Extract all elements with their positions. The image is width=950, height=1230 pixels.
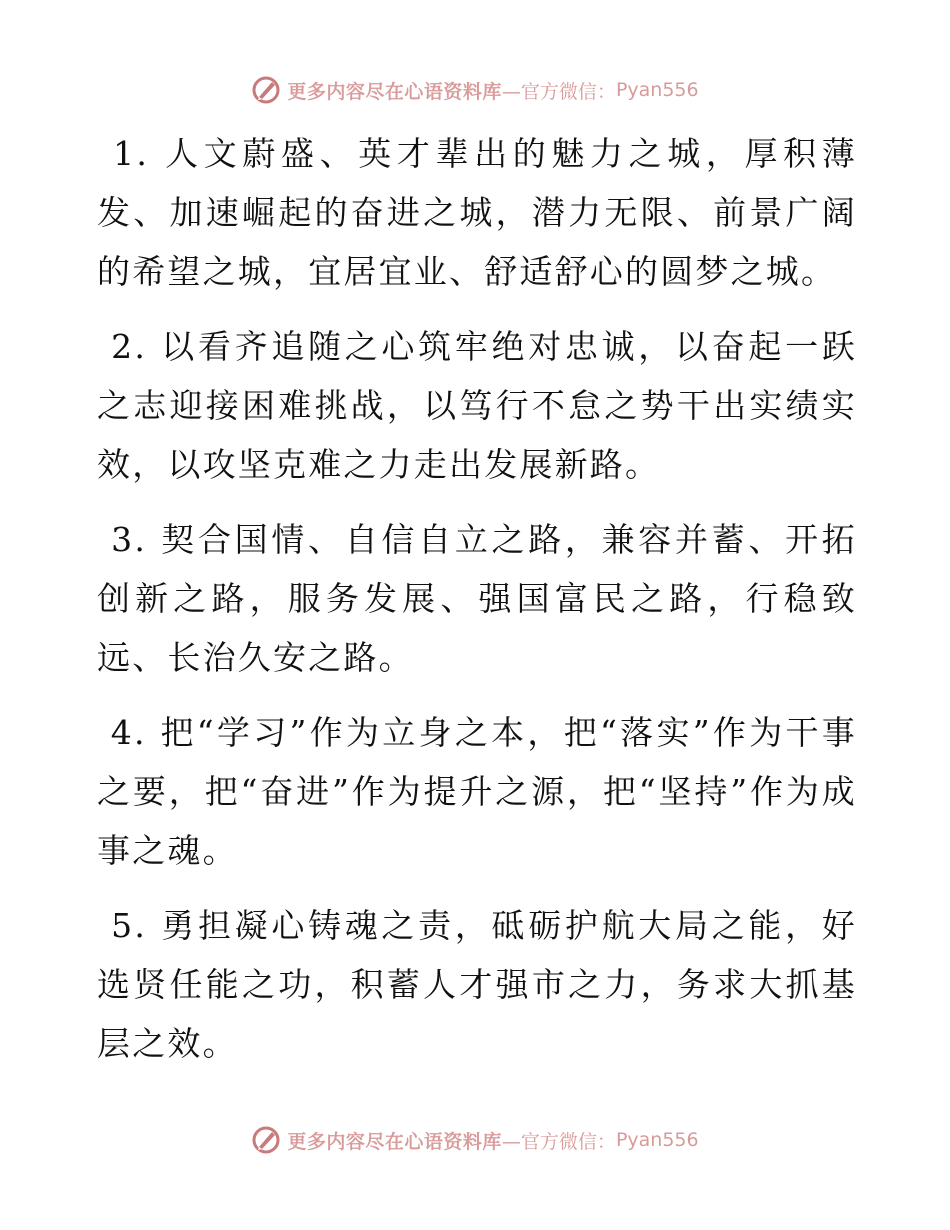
banner-dash-text: —官方微信： xyxy=(501,80,616,103)
banner-brand-text: 更多内容尽在心语资料库 xyxy=(287,80,502,103)
pen-circle-icon xyxy=(251,1125,281,1155)
banner-brand-text: 更多内容尽在心语资料库 xyxy=(287,1130,502,1153)
banner-wechat-id: Pyan556 xyxy=(615,1129,699,1151)
document-body xyxy=(97,124,857,1089)
list-item-4: 4. 把“学习”作为立身之本，把“落实”作为干事之要，把“奋进”作为提升之源，把“坚持”作为成事之魂。 xyxy=(97,713,857,870)
list-item-5: 5. 勇担凝心铸魂之责，砥砺护航大局之能，好选贤任能之功，积蓄人才强市之力，务求大抓基层之效。 xyxy=(97,906,857,1063)
list-item-3: 3. 契合国情、自信自立之路，兼容并蓄、开拓创新之路，服务发展、强国富民之路，行稳致远、长治久安之路。 xyxy=(97,520,857,677)
header-watermark-banner xyxy=(0,70,950,110)
footer-watermark-banner xyxy=(0,1120,950,1160)
list-item-2: 2. 以看齐追随之心筑牢绝对忠诚，以奋起一跃之志迎接困难挑战，以笃行不怠之势干出实绩实效，以攻坚克难之力走出发展新路。 xyxy=(97,327,857,484)
banner-dash-text: —官方微信： xyxy=(501,1130,616,1153)
pen-circle-icon xyxy=(251,75,281,105)
banner-wechat-id: Pyan556 xyxy=(615,79,699,101)
list-item-1: 1. 人文蔚盛、英才辈出的魅力之城，厚积薄发、加速崛起的奋进之城，潜力无限、前景广阔的希望之城，宜居宜业、舒适舒心的圆梦之城。 xyxy=(97,134,857,291)
